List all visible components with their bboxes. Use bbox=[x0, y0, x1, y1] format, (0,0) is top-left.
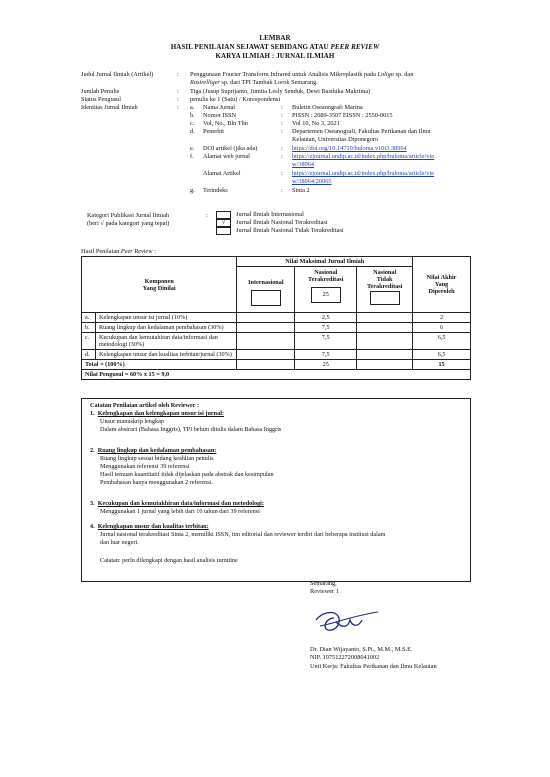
item-value: Vol 10, No 3, 2021 bbox=[292, 120, 340, 127]
colon: : bbox=[281, 145, 283, 152]
item-value: https://ejournal.undip.ac.id/index.php/buloma/article/vie bbox=[292, 153, 434, 160]
review-table bbox=[81, 256, 471, 380]
item-letter: c. bbox=[190, 120, 195, 127]
item-label: Nomor ISSN bbox=[203, 112, 237, 119]
colon: : bbox=[281, 120, 283, 127]
row-tidak-akreditasi bbox=[357, 350, 413, 360]
item-value: Buletin Oseanografi Marina bbox=[292, 104, 363, 111]
reviewer-notes: Catatan Penilaian artikel oleh Reviewer : 1. Kelengkapan dan kelengkapan unsur isi jurnal: Unsur manuskrip lengkap Dalam abstract (Bahasa Inggris), TPI belum ditulis dalam Bahasa Inggris 2. Ruang lingkup dan kedalaman pembahasan: Ruang lingkup sesuai bidang keahlian penulis Menggunakan referensi 39 referensi Hasil temuan kuantitatif tidak dijelaskan pada abstrak dan kesimpulan Pembahasan hanya menggunakan 2 referensi. 3. Kecukupan dan kemutakhiran data/informasi dan metodologi: Menggunakan 1 jurnal yang lebih dari 10 tahun dari 39 referensi 4. Kelengkapan unsur dan kualitas terbitan: Jurnal nasional terakreditasi Sinta 2, memiliki ISSN, tim editorial dan reviewer terdiri dari beberapa institusi dalam dan luar negeri. Catatan: perlu dilengkapi dengan hasil analisis turnitine bbox=[81, 398, 471, 582]
kategori-checkbox: √ bbox=[216, 219, 231, 227]
reviewer-unit: Unit Kerja: Fakultas Perikanan dan Ilmu Kelautan bbox=[310, 663, 437, 670]
status-value: penulis ke 1 (Satu) / Korespondensi bbox=[190, 96, 281, 103]
kategori-checkbox bbox=[216, 211, 231, 219]
section-3-title: Kecukupan dan kemutakhiran data/informasi dan metodologi: bbox=[97, 500, 264, 507]
note-line: Menggunakan referensi 39 referensi bbox=[100, 463, 190, 470]
total-max: 25 bbox=[295, 360, 357, 370]
note-line: Dalam abstract (Bahasa Inggris), TPI belum ditulis dalam Bahasa Inggris bbox=[100, 426, 282, 433]
catatan-note: Catatan: perlu dilengkapi dengan hasil analisis turnitine bbox=[100, 557, 238, 564]
total-label: Total = (100%) bbox=[82, 360, 237, 370]
nasional-akreditasi-header: Nasional Terakreditasi 25 bbox=[295, 267, 357, 313]
sign-place: Semarang, bbox=[310, 580, 337, 587]
item-letter: b. bbox=[190, 112, 195, 119]
row-max: 7,5 bbox=[295, 323, 357, 333]
item-value-cont: Kelautan, Universitas Diponegoro bbox=[292, 136, 379, 143]
item-value: Departemen Oseanografi, Fakultas Perikanan dan Ilmu bbox=[292, 128, 431, 135]
row-letter: c. bbox=[82, 333, 96, 350]
row-component: Ruang lingkup dan kedalaman pembahasan (30%) bbox=[95, 323, 236, 333]
review-title: Hasil Penilaian Peer Review : bbox=[81, 248, 156, 255]
status-label: Status Pengusul bbox=[81, 96, 122, 103]
item-value: https://ejournal.undip.ac.id/index.php/buloma/article/vie bbox=[292, 170, 434, 177]
kategori-instruction: (beri √ pada kategori yang tepat) bbox=[87, 220, 170, 227]
total-score: 15 bbox=[413, 360, 471, 370]
reviewer-name: Dr. Dian Wijayanto, S.Pi., M.M., M.S.E. bbox=[310, 646, 413, 653]
item-label: Vol, No., Bln Thn bbox=[203, 120, 248, 127]
colon: : bbox=[281, 187, 283, 194]
colon: : bbox=[206, 212, 208, 219]
colon: : bbox=[177, 88, 179, 95]
item-label: DOI artikel (jika ada) bbox=[203, 145, 258, 152]
row-max: 7,5 bbox=[295, 333, 357, 350]
row-tidak-akreditasi bbox=[357, 313, 413, 323]
kategori-option: Jurnal Ilmiah Nasional Terakreditasi bbox=[236, 219, 328, 226]
row-internasional bbox=[237, 333, 295, 350]
note-line: Pembahasan hanya menggunakan 2 referensi. bbox=[100, 479, 213, 486]
item-label: Alamat Artikel bbox=[203, 170, 241, 177]
note-line: dan luar negeri. bbox=[100, 539, 139, 546]
item-letter: d. bbox=[190, 128, 195, 135]
item-label: Terindeks bbox=[203, 187, 228, 194]
note-line: Jurnal nasional terakreditasi Sinta 2, memiliki ISSN, tim editorial dan reviewer terdiri dari beberapa institusi dalam bbox=[100, 531, 386, 538]
row-score: 6,5 bbox=[413, 333, 471, 350]
row-score: 6 bbox=[413, 323, 471, 333]
row-component: Kelengkapan unsur dan kualitas terbitan/jurnal (30%) bbox=[95, 350, 236, 360]
note-line: Hasil temuan kuantitatif tidak dijelaskan pada abstrak dan kesimpulan bbox=[100, 471, 274, 478]
section-2-title: Ruang lingkup dan kedalaman pembahasan: bbox=[97, 447, 217, 454]
row-letter: d. bbox=[82, 350, 96, 360]
doc-title-line1: LEMBAR bbox=[259, 34, 291, 42]
item-value: https://doi.org/10.14710/buloma.v10i3.38964 bbox=[292, 145, 407, 152]
row-score: 6,5 bbox=[413, 350, 471, 360]
review-row bbox=[82, 333, 471, 350]
penulis-label: Jumlah Penulis bbox=[81, 88, 120, 95]
colon: : bbox=[281, 104, 283, 111]
item-label: Nama Jurnal bbox=[203, 104, 235, 111]
notes-title: Catatan Penilaian artikel oleh Reviewer : bbox=[90, 402, 200, 409]
review-row bbox=[82, 323, 471, 333]
review-row bbox=[82, 313, 471, 323]
item-letter: g. bbox=[190, 187, 195, 194]
row-letter: a. bbox=[82, 313, 96, 323]
colon: : bbox=[281, 153, 283, 160]
section-4-title: Kelengkapan unsur dan kualitas terbitan: bbox=[97, 523, 209, 530]
row-internasional bbox=[237, 350, 295, 360]
internasional-header: Internasional bbox=[237, 267, 295, 313]
item-letter: e. bbox=[190, 145, 195, 152]
kategori-checkbox bbox=[216, 227, 231, 235]
item-letter: f. bbox=[190, 153, 194, 160]
judul-label: Judul Jurnal Ilmiah (Artikel) bbox=[81, 71, 154, 78]
row-internasional bbox=[237, 323, 295, 333]
colon: : bbox=[281, 112, 283, 119]
sign-role: Reviewer 1 bbox=[310, 588, 339, 595]
row-score: 2 bbox=[413, 313, 471, 323]
item-value: Sinta 2 bbox=[292, 187, 310, 194]
judul-value-1: Penggunaan Fourier Transform Infrared untuk Analisis Mikroplastik pada Loligo sp. dan bbox=[190, 71, 414, 78]
kategori-option: Jurnal Ilmiah Nasional Tidak Terakreditasi bbox=[236, 227, 344, 234]
kategori-label: Kategori Publikasi Jurnal Ilmiah bbox=[87, 212, 170, 219]
colon: : bbox=[177, 71, 179, 78]
identitas-label: Identitas Jurnal Ilmiah bbox=[81, 104, 138, 111]
komponen-header: Komponen Yang Dinilai bbox=[82, 257, 237, 313]
row-internasional bbox=[237, 313, 295, 323]
item-value-cont: w/38964/20065 bbox=[292, 178, 332, 185]
note-line: Ruang lingkup sesuai bidang keahlian penulis bbox=[100, 455, 214, 462]
nasional-tidak-akreditasi-header: Nasional Tidak Terakreditasi bbox=[357, 267, 413, 313]
section-1-title: Kelengkapan dan kelengkapan unsur isi jurnal: bbox=[97, 410, 224, 417]
nilai-pengusul: Nilai Pengusul = 60% x 15 = 9,0 bbox=[82, 370, 471, 380]
row-letter: b. bbox=[82, 323, 96, 333]
judul-value-2: Rastrelliger sp. dari TPI Tambak Lorok Semarang. bbox=[190, 79, 318, 86]
penulis-value: Tiga (Jusup Suprijanto, Jumita Lesly Senduk, Dewi Basthika Makrima) bbox=[190, 88, 371, 95]
row-max: 2,5 bbox=[295, 313, 357, 323]
nilai-max-header: Nilai Maksimal Jurnal Ilmiah bbox=[237, 257, 413, 267]
review-row bbox=[82, 350, 471, 360]
row-max: 7,5 bbox=[295, 350, 357, 360]
colon: : bbox=[281, 128, 283, 135]
row-tidak-akreditasi bbox=[357, 333, 413, 350]
nilai-max-box: 25 bbox=[311, 287, 341, 303]
nilai-akhir-header: Nilai Akhir Yang Diperoleh bbox=[413, 257, 471, 313]
note-line: Menggunakan 1 jurnal yang lebih dari 10 tahun dari 39 referensi bbox=[100, 508, 260, 515]
item-value: PISSN : 2089-3507 EISSN : 2550-0015 bbox=[292, 112, 393, 119]
row-component: Kelengkapan unsur isi jurnal (10%) bbox=[95, 313, 236, 323]
doc-title-line2: HASIL PENILAIAN SEJAWAT SEBIDANG ATAU PEER REVIEW bbox=[170, 43, 380, 51]
doc-title-line3: KARYA ILMIAH : JURNAL ILMIAH bbox=[215, 52, 335, 60]
note-line: Unsur manuskrip lengkap bbox=[100, 418, 164, 425]
kategori-option: Jurnal Ilmiah Internasional bbox=[236, 211, 304, 218]
item-label: Penerbit bbox=[203, 128, 224, 135]
item-letter: a. bbox=[190, 104, 195, 111]
item-value-cont: w/38964 bbox=[292, 161, 315, 168]
signature-image bbox=[312, 606, 382, 638]
colon: : bbox=[177, 96, 179, 103]
row-tidak-akreditasi bbox=[357, 323, 413, 333]
colon: : bbox=[281, 170, 283, 177]
item-label: Alamat web jurnal bbox=[203, 153, 250, 160]
row-component: Kecukupan dan kemutahiran data/informasi dan metodologi (30%) bbox=[95, 333, 236, 350]
reviewer-nip: NIP. 197512272008041002 bbox=[310, 654, 380, 661]
colon: : bbox=[177, 104, 179, 111]
